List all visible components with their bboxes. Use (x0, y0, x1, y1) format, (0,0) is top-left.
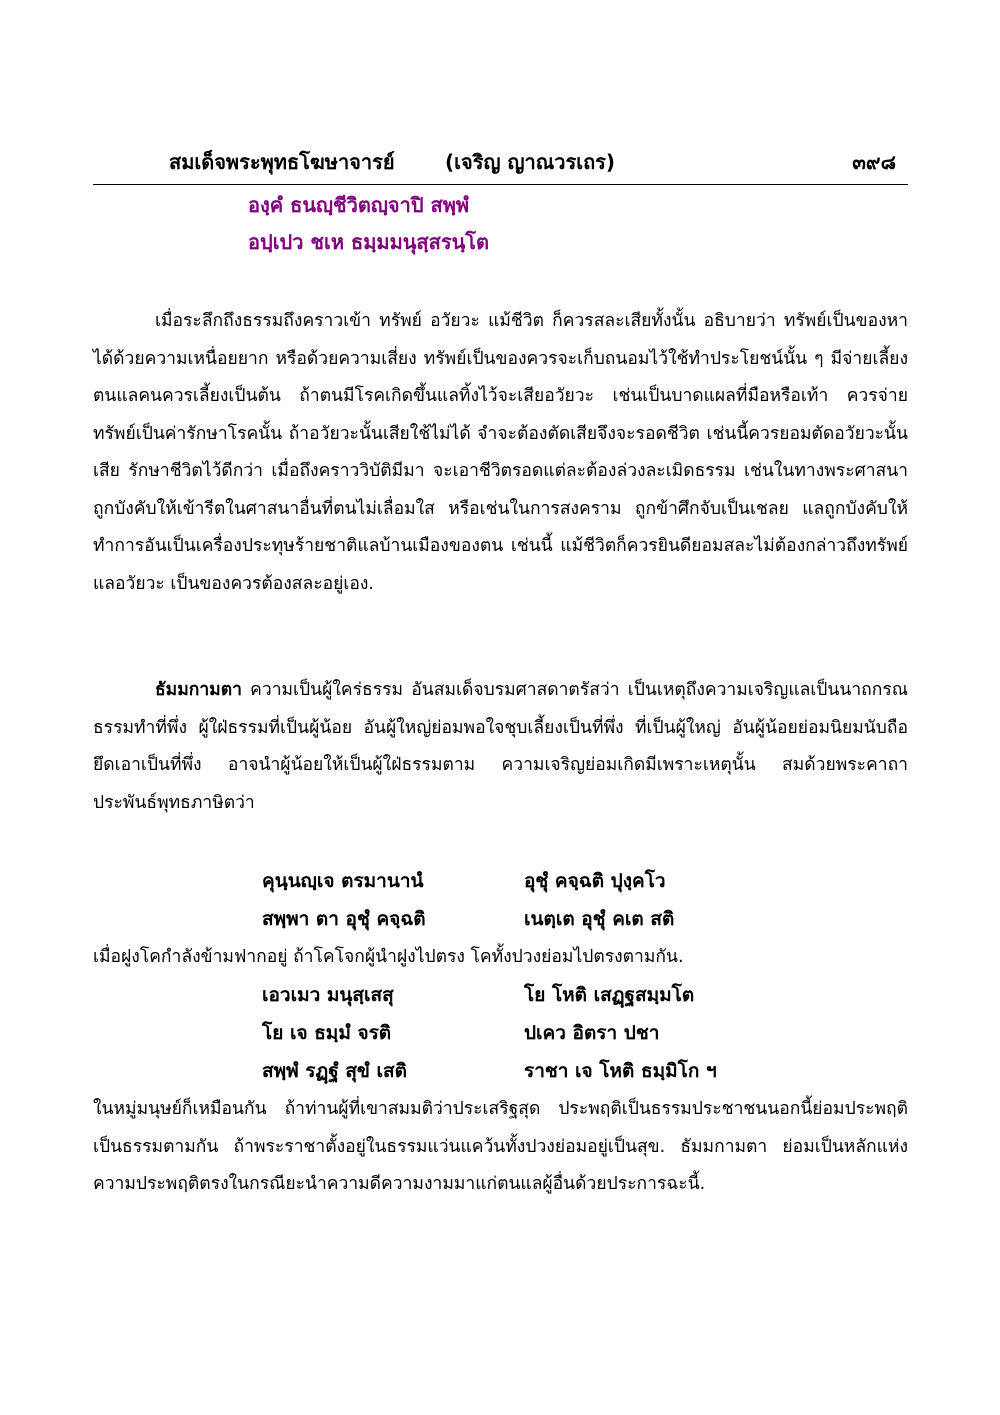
paragraph-2-text: ความเป็นผู้ใคร่ธรรม อันสมเด็จบรมศาสดาตรัสว่า เป็นเหตุถึงความเจริญแลเป็นนาถกรณธรรมทำที่พึ่ง ผู้ใฝ่ธรรมที่เป็นผู้น้อย อันผู้ใหญ่ย่อมพอใจชุบเลี้ยงเป็นที่พึ่ง ที่เป็นผู้ใหญ่ อันผู้น้อยย่อมนิยมนับถือ ยึดเอาเป็นที่พึ่ง อาจนำผู้น้อยให้เป็นผู้ใฝ่ธรรมตาม ความเจริญย่อมเกิดมีเพราะเหตุนั้น สมด้วยพระคาถาประพันธ์พุทธภาษิตว่า (93, 680, 908, 813)
running-header (93, 142, 908, 184)
header-title: สมเด็จพระพุทธโฆษาจารย์ (169, 150, 395, 174)
verse-5-left: สพฺพํ รฏฺฐํ สุขํ เสติ (262, 1060, 407, 1082)
verse-1-left: คุนฺนญฺเจ ตรมานานํ (262, 870, 424, 892)
opening-verse-line-1: องฺคํ ธนญฺชีวิตญฺจาปิ สพฺพํ (248, 193, 470, 217)
verse-gloss-1: เมื่อฝูงโคกำลังข้ามฟากอยู่ ถ้าโคโจกผู้นำฝูงไปตรง โคทั้งปวงย่อมไปตรงตามกัน. (93, 947, 684, 967)
opening-verse-line-2: อปฺเปว ชเห ธมฺมมนุสฺสรนฺโต (248, 230, 489, 254)
page-number: ๓๙๘ (852, 150, 896, 174)
verse-3-right: โย โหติ เสฏฺฐสมฺมโต (524, 984, 695, 1006)
paragraph-2 (93, 672, 908, 822)
verse-4-left: โย เจ ธมฺมํ จรติ (262, 1022, 392, 1044)
header-subtitle: (เจริญ ญาณวรเถร) (445, 150, 616, 174)
header-rule (93, 184, 908, 185)
paragraph-3: ในหมู่มนุษย์ก็เหมือนกัน ถ้าท่านผู้ที่เขาสมมติว่าประเสริฐสุด ประพฤติเป็นธรรมประชาชนนอกนี้ย่อมประพฤติเป็นธรรมตามกัน ถ้าพระราชาตั้งอยู่ในธรรมแว่นแคว้นทั้งปวงย่อมอยู่เป็นสุข. ธัมมกามตา ย่อมเป็นหลักแห่งความประพฤติตรงในกรณียะนำความดีความงามมาแก่ตนแลผู้อื่นด้วยประการฉะนี้. (93, 1099, 908, 1194)
verse-1-right: อุชุํ คจฺฉติ ปุงฺคโว (524, 870, 666, 892)
verse-3-left: เอวเมว มนุสฺเสสุ (262, 984, 394, 1006)
verse-2-left: สพฺพา ตา อุชุํ คจฺฉติ (262, 908, 426, 930)
paragraph-2-term: ธัมมกามตา (155, 680, 242, 700)
verse-4-right: ปเคว อิตรา ปชา (524, 1022, 660, 1044)
paragraph-1: เมื่อระลึกถึงธรรมถึงคราวเข้า ทรัพย์ อวัยวะ แม้ชีวิต ก็ควรสละเสียทั้งนั้น อธิบายว่า ทรัพย์เป็นของหาได้ด้วยความเหนื่อยยาก หรือด้วยความเสี่ยง ทรัพย์เป็นของควรจะเก็บถนอมไว้ใช้ทำประโยชน์นั้น ๆ มีจ่ายเลี้ยงตนแลคนควรเลี้ยงเป็นต้น ถ้าตนมีโรคเกิดขึ้นแลทิ้งไว้จะเสียอวัยวะ เช่นเป็นบาดแผลที่มือหรือเท้า ควรจ่ายทรัพย์เป็นค่ารักษาโรคนั้น ถ้าอวัยวะนั้นเสียใช้ไม่ได้ จำจะต้องตัดเสียจึงจะรอดชีวิต เช่นนี้ควรยอมตัดอวัยวะนั้นเสีย รักษาชีวิตไว้ดีกว่า เมื่อถึงคราววิบัติมีมา จะเอาชีวิตรอดแต่ละต้องล่วงละเมิดธรรม เช่นในทางพระศาสนา ถูกบังคับให้เข้ารีตในศาสนาอื่นที่ตนไม่เลื่อมใส หรือเช่นในการสงคราม ถูกข้าศึกจับเป็นเชลย แลถูกบังคับให้ทำการอันเป็นเครื่องประทุษร้ายชาติแลบ้านเมืองของตน เช่นนี้ แม้ชีวิตก็ควรยินดียอมสละไม่ต้องกล่าวถึงทรัพย์แลอวัยวะ เป็นของควรต้องสละอยู่เอง. (93, 311, 908, 594)
verse-5-right: ราชา เจ โหติ ธมฺมิโก ฯ (524, 1060, 717, 1082)
verse-2-right: เนตฺเต อุชุํ คเต สติ (524, 908, 675, 930)
